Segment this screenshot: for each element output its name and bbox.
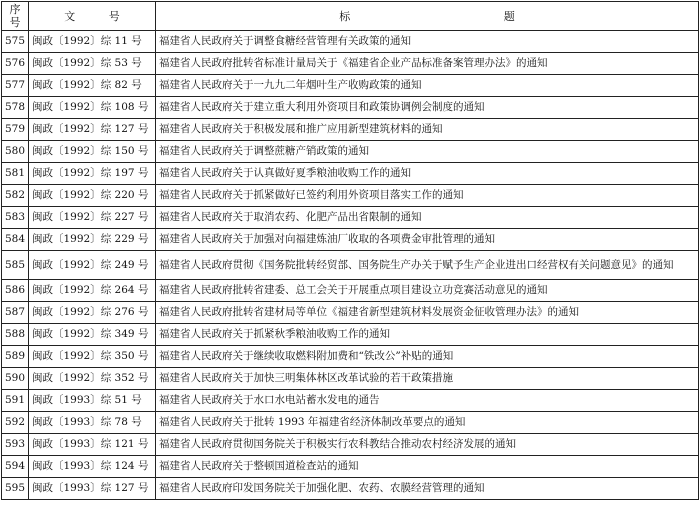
row-title: 福建省人民政府关于一九九二年烟叶生产收购政策的通知 xyxy=(156,75,699,97)
row-number: 581 xyxy=(2,163,29,185)
row-number: 595 xyxy=(2,478,29,500)
row-number: 588 xyxy=(2,324,29,346)
row-title: 福建省人民政府批转省建委、总工会关于开展重点项目建设立功竞赛活动意见的通知 xyxy=(156,280,699,302)
row-doc-number: 闽政〔1992〕综 197 号 xyxy=(29,163,156,185)
document-page xyxy=(1,1,699,500)
row-title: 福建省人民政府关于取消农药、化肥产品出省限制的通知 xyxy=(156,207,699,229)
row-doc-number: 闽政〔1992〕综 350 号 xyxy=(29,346,156,368)
row-title: 福建省人民政府关于水口水电站蓄水发电的通告 xyxy=(156,390,699,412)
row-doc-number: 闽政〔1993〕综 78 号 xyxy=(29,412,156,434)
row-title: 福建省人民政府关于认真做好夏季粮油收购工作的通知 xyxy=(156,163,699,185)
row-title: 福建省人民政府贯彻国务院关于积极实行农科教结合推动农村经济发展的通知 xyxy=(156,434,699,456)
row-title: 福建省人民政府关于抓紧秋季粮油收购工作的通知 xyxy=(156,324,699,346)
table-row xyxy=(2,31,699,53)
row-number: 592 xyxy=(2,412,29,434)
row-number: 593 xyxy=(2,434,29,456)
table-row xyxy=(2,368,699,390)
table-row xyxy=(2,75,699,97)
row-doc-number: 闽政〔1992〕综 229 号 xyxy=(29,229,156,251)
row-number: 584 xyxy=(2,229,29,251)
table-row xyxy=(2,119,699,141)
header-seq-line1: 序 xyxy=(9,3,21,16)
header-doc-number-a: 文 xyxy=(64,9,76,23)
row-title: 福建省人民政府关于调整蔗糖产销政策的通知 xyxy=(156,141,699,163)
row-number: 589 xyxy=(2,346,29,368)
table-row xyxy=(2,53,699,75)
row-title: 福建省人民政府关于建立重大利用外资项目和政策协调例会制度的通知 xyxy=(156,97,699,119)
row-doc-number: 闽政〔1992〕综 82 号 xyxy=(29,75,156,97)
row-title: 福建省人民政府关于加强对向福建炼油厂收取的各项费金审批管理的通知 xyxy=(156,229,699,251)
row-doc-number: 闽政〔1992〕综 11 号 xyxy=(29,31,156,53)
table-row xyxy=(2,390,699,412)
row-number: 578 xyxy=(2,97,29,119)
row-number: 594 xyxy=(2,456,29,478)
header-seq-line2: 号 xyxy=(9,16,21,29)
row-number: 585 xyxy=(2,251,29,280)
row-number: 583 xyxy=(2,207,29,229)
table-row xyxy=(2,434,699,456)
row-doc-number: 闽政〔1992〕综 220 号 xyxy=(29,185,156,207)
row-number: 577 xyxy=(2,75,29,97)
row-number: 586 xyxy=(2,280,29,302)
row-doc-number: 闽政〔1993〕综 124 号 xyxy=(29,456,156,478)
table-row xyxy=(2,324,699,346)
row-doc-number: 闽政〔1993〕综 51 号 xyxy=(29,390,156,412)
table-row xyxy=(2,163,699,185)
header-title-b: 题 xyxy=(503,9,515,23)
row-title: 福建省人民政府关于继续收取燃料附加费和“铁改公”补贴的通知 xyxy=(156,346,699,368)
row-doc-number: 闽政〔1992〕综 264 号 xyxy=(29,280,156,302)
row-doc-number: 闽政〔1992〕综 276 号 xyxy=(29,302,156,324)
documents-table xyxy=(1,1,699,500)
row-number: 579 xyxy=(2,119,29,141)
row-title: 福建省人民政府关于调整食糖经营管理有关政策的通知 xyxy=(156,31,699,53)
table-row xyxy=(2,346,699,368)
row-number: 576 xyxy=(2,53,29,75)
table-row xyxy=(2,280,699,302)
table-row xyxy=(2,456,699,478)
table-row xyxy=(2,302,699,324)
row-doc-number: 闽政〔1992〕综 150 号 xyxy=(29,141,156,163)
row-number: 575 xyxy=(2,31,29,53)
header-doc-number xyxy=(29,2,156,31)
table-row xyxy=(2,251,699,280)
row-title: 福建省人民政府关于抓紧做好已签约利用外资项目落实工作的通知 xyxy=(156,185,699,207)
row-title: 福建省人民政府批转省建材局等单位《福建省新型建筑材料发展资金征收管理办法》的通知 xyxy=(156,302,699,324)
row-doc-number: 闽政〔1992〕综 249 号 xyxy=(29,251,156,280)
row-title: 福建省人民政府贯彻《国务院批转经贸部、国务院生产办关于赋予生产企业进出口经营权有关问题意见》的通知 xyxy=(156,251,699,280)
row-doc-number: 闽政〔1993〕综 121 号 xyxy=(29,434,156,456)
row-doc-number: 闽政〔1992〕综 227 号 xyxy=(29,207,156,229)
row-number: 591 xyxy=(2,390,29,412)
row-title: 福建省人民政府关于加快三明集体林区改革试验的若干政策措施 xyxy=(156,368,699,390)
row-number: 590 xyxy=(2,368,29,390)
row-number: 580 xyxy=(2,141,29,163)
table-row xyxy=(2,478,699,500)
table-row xyxy=(2,97,699,119)
header-doc-number-b: 号 xyxy=(108,9,120,23)
header-title xyxy=(156,2,699,31)
table-row xyxy=(2,141,699,163)
table-header-row xyxy=(2,2,699,31)
row-title: 福建省人民政府关于积极发展和推广应用新型建筑材料的通知 xyxy=(156,119,699,141)
row-doc-number: 闽政〔1992〕综 349 号 xyxy=(29,324,156,346)
row-doc-number: 闽政〔1992〕综 53 号 xyxy=(29,53,156,75)
table-row xyxy=(2,412,699,434)
row-doc-number: 闽政〔1992〕综 127 号 xyxy=(29,119,156,141)
row-doc-number: 闽政〔1992〕综 352 号 xyxy=(29,368,156,390)
table-row xyxy=(2,207,699,229)
row-title: 福建省人民政府批转省标准计量局关于《福建省企业产品标准备案管理办法》的通知 xyxy=(156,53,699,75)
row-title: 福建省人民政府关于整顿国道检查站的通知 xyxy=(156,456,699,478)
header-seq xyxy=(2,2,29,31)
row-doc-number: 闽政〔1992〕综 108 号 xyxy=(29,97,156,119)
row-title: 福建省人民政府印发国务院关于加强化肥、农药、农膜经营管理的通知 xyxy=(156,478,699,500)
table-row xyxy=(2,229,699,251)
row-title: 福建省人民政府关于批转 1993 年福建省经济体制改革要点的通知 xyxy=(156,412,699,434)
table-row xyxy=(2,185,699,207)
row-number: 582 xyxy=(2,185,29,207)
header-title-a: 标 xyxy=(339,9,351,23)
row-doc-number: 闽政〔1993〕综 127 号 xyxy=(29,478,156,500)
row-number: 587 xyxy=(2,302,29,324)
